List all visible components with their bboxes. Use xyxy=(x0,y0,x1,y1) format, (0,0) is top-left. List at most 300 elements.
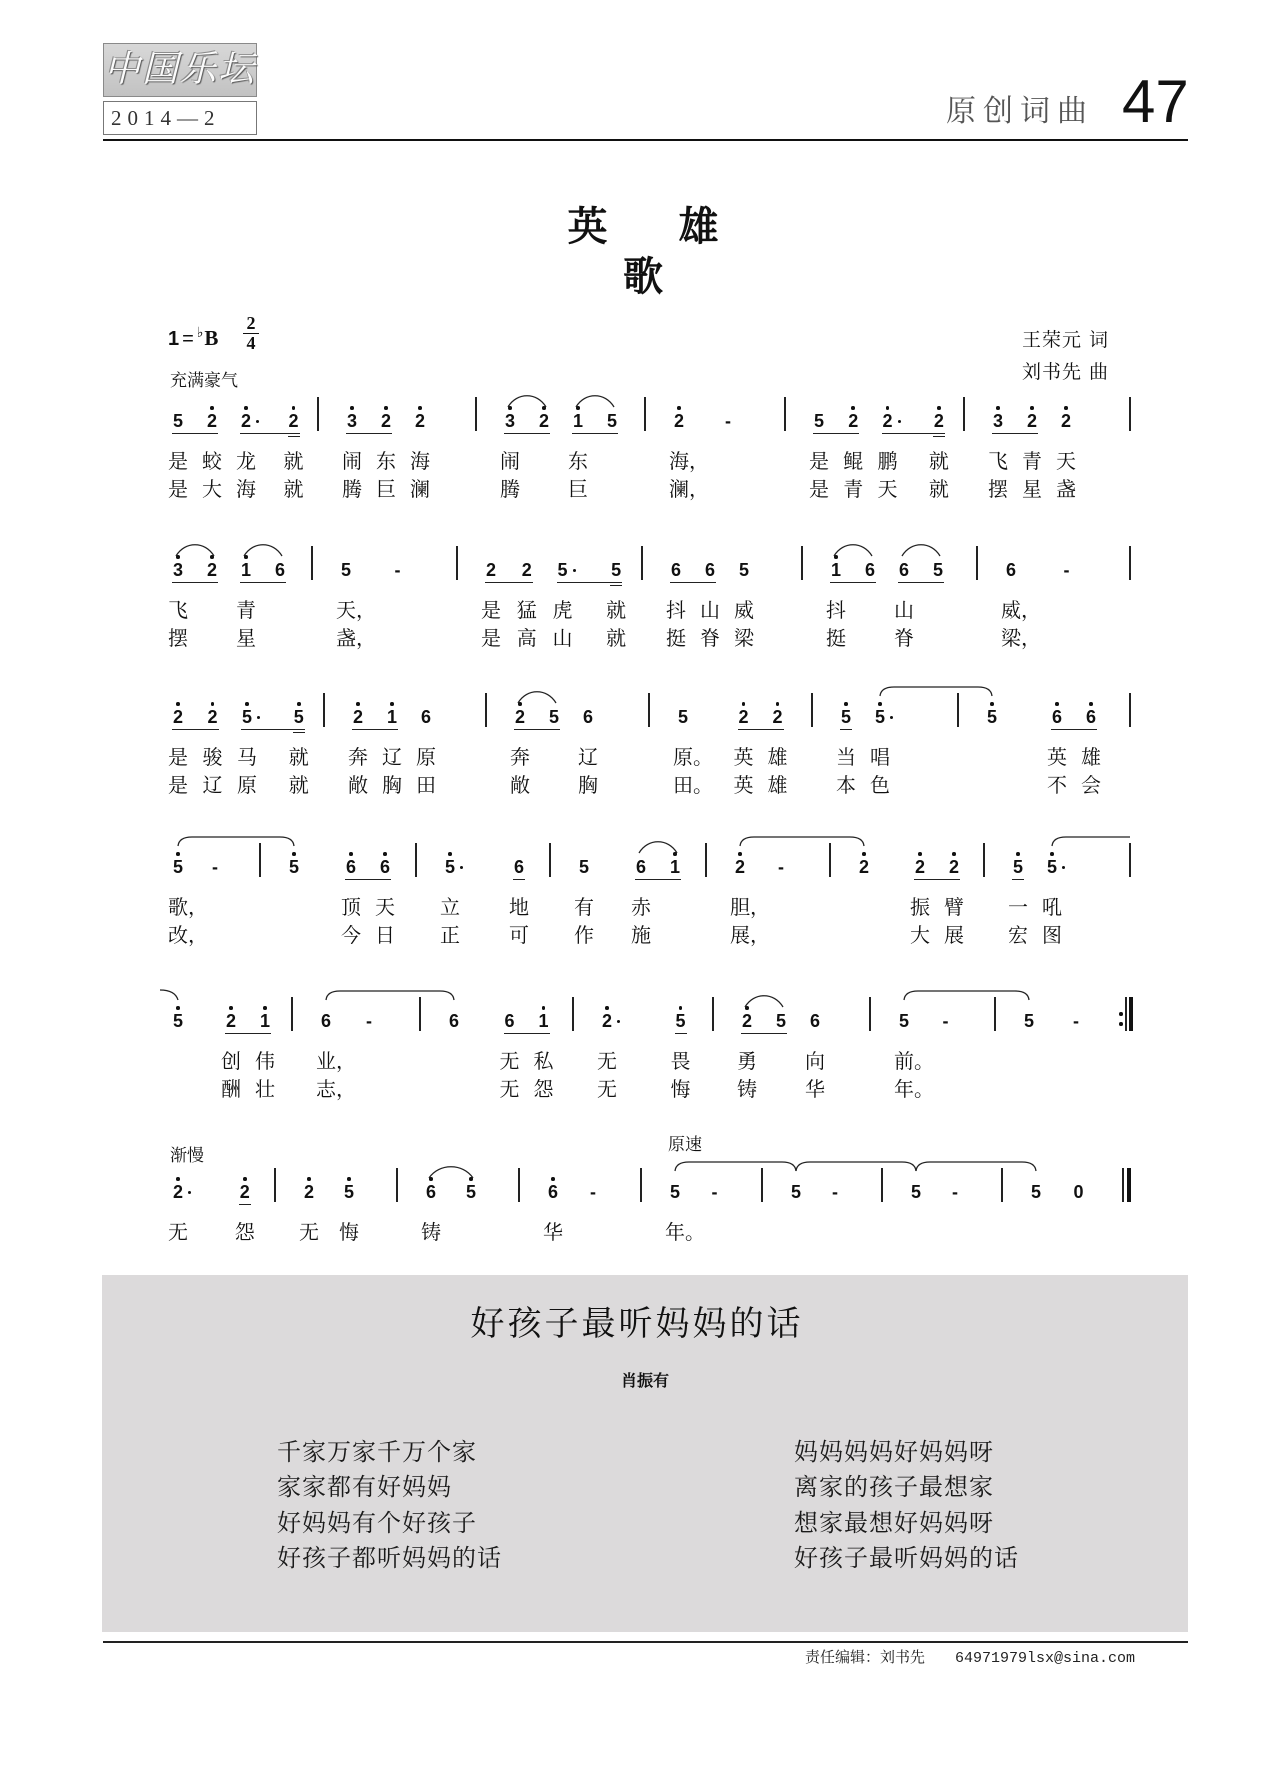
underline-beam xyxy=(172,729,219,730)
lyric-syllable: 田 xyxy=(416,773,436,797)
lyric-syllable: 脊 xyxy=(700,626,720,650)
lyric-syllable: 盏 xyxy=(1056,477,1076,501)
note: 6 xyxy=(670,560,681,580)
note: 6 xyxy=(504,1011,515,1031)
poem-author: 肖振有 xyxy=(620,1371,669,1390)
barline xyxy=(518,1168,520,1202)
note: 5 xyxy=(813,411,824,431)
note: 5 xyxy=(898,1011,909,1031)
poem-line: 千家万家千万个家 xyxy=(277,1438,477,1466)
key-equals: = xyxy=(182,328,194,350)
octave-dot-icon xyxy=(469,1177,473,1181)
dash-extension: - xyxy=(1073,1011,1079,1031)
lyric-syllable: 日 xyxy=(375,923,395,947)
note: 6 xyxy=(379,857,390,877)
lyric-syllable: 是 xyxy=(481,598,501,622)
lyric-syllable: 鲲 xyxy=(843,449,864,473)
note: 5 xyxy=(340,560,351,580)
lyric-syllable: 本 xyxy=(836,773,856,797)
note: 2 xyxy=(303,1182,314,1202)
lyric-syllable: 天 xyxy=(877,477,898,501)
note: 2 xyxy=(772,707,783,727)
note: 6 xyxy=(420,707,431,727)
barline xyxy=(572,997,574,1031)
note: 2 xyxy=(933,411,944,431)
octave-dot-icon xyxy=(1030,406,1034,410)
octave-dot-icon xyxy=(508,406,512,410)
barline xyxy=(317,397,319,431)
octave-dot-icon xyxy=(677,406,681,410)
lyric-syllable: 摆 xyxy=(168,626,188,650)
note: 2 xyxy=(601,1011,612,1031)
dash-extension: - xyxy=(778,857,784,877)
lyric-syllable: 梁 xyxy=(734,626,754,650)
final-thin-barline xyxy=(1122,1168,1124,1202)
underline-beam xyxy=(882,433,945,434)
lyric-syllable: 就 xyxy=(283,477,304,501)
note: 2 xyxy=(948,857,959,877)
underline-beam xyxy=(635,879,681,880)
augmentation-dot-icon xyxy=(890,716,893,719)
lyric-syllable: 无 xyxy=(299,1220,319,1244)
octave-dot-icon xyxy=(210,406,214,410)
note: 1 xyxy=(240,560,251,580)
underline-beam xyxy=(346,433,392,434)
lyric-syllable: 私 xyxy=(533,1049,554,1073)
lyric-syllable: 雄 xyxy=(767,773,788,797)
octave-dot-icon xyxy=(776,702,780,706)
note: 5 xyxy=(578,857,589,877)
lyric-syllable: 辽 xyxy=(382,745,402,769)
lyric-syllable: 山 xyxy=(894,598,914,622)
underline-beam xyxy=(240,582,286,583)
issue-number: 2014—2 xyxy=(103,101,257,135)
octave-dot-icon xyxy=(551,1177,555,1181)
lyric-syllable: 改， xyxy=(168,923,208,947)
poem-line: 好孩子都听妈妈的话 xyxy=(277,1543,502,1572)
note: 6 xyxy=(274,560,285,580)
underline-beam xyxy=(239,1204,251,1205)
note: 5 xyxy=(675,1011,686,1031)
dash-extension: - xyxy=(366,1011,372,1031)
lyric-syllable: 摆 xyxy=(988,477,1008,501)
barline xyxy=(549,843,551,877)
barline xyxy=(761,1168,763,1202)
lyric-syllable: 华 xyxy=(805,1077,825,1101)
note: 1 xyxy=(669,857,680,877)
lyric-syllable: 就 xyxy=(288,773,309,797)
underline-beam xyxy=(914,879,960,880)
augmentation-dot-icon xyxy=(188,1191,191,1194)
note: 3 xyxy=(172,560,183,580)
lyric-syllable: 抖 xyxy=(666,598,686,622)
lyric-syllable: 臂 xyxy=(944,895,964,919)
note: 1 xyxy=(830,560,841,580)
lyric-syllable: 施 xyxy=(631,923,651,947)
note: 2 xyxy=(288,411,299,431)
octave-dot-icon xyxy=(211,702,215,706)
lyric-syllable: 巨 xyxy=(568,477,588,501)
lyric-syllable: 向 xyxy=(805,1049,825,1073)
dash-extension: - xyxy=(942,1011,949,1031)
underline-beam xyxy=(741,1033,787,1034)
note: 2 xyxy=(414,411,425,431)
lyric-syllable: 赤 xyxy=(631,895,651,919)
note: 2 xyxy=(858,857,869,877)
underline-beam xyxy=(572,433,618,434)
lyric-syllable: 无 xyxy=(597,1049,617,1073)
note: 5 xyxy=(1046,857,1057,877)
octave-dot-icon xyxy=(542,406,546,410)
octave-dot-icon xyxy=(673,852,677,856)
lyric-syllable: 就 xyxy=(288,745,309,769)
note: 2 xyxy=(485,560,496,580)
note: 2 xyxy=(352,707,363,727)
lyric-syllable: 星 xyxy=(1022,477,1042,501)
lyric-syllable: 猛 xyxy=(516,598,537,622)
poem-column-left xyxy=(277,1435,502,1576)
lyric-syllable: 大 xyxy=(202,477,222,501)
barline xyxy=(456,546,458,580)
poem-line: 想家最想好妈妈呀 xyxy=(794,1508,994,1537)
octave-dot-icon xyxy=(862,852,866,856)
lyric-syllable: 地 xyxy=(509,895,529,919)
note: 2 xyxy=(1060,411,1071,431)
lyric-syllable: 是 xyxy=(168,773,188,797)
lyric-syllable: 盏， xyxy=(336,626,376,650)
note: 1 xyxy=(572,411,583,431)
lyric-syllable: 蛟 xyxy=(202,449,222,473)
note: 6 xyxy=(448,1011,459,1031)
poem-line: 妈妈妈妈好妈妈呀 xyxy=(794,1438,994,1466)
lyric-syllable: 就 xyxy=(928,449,949,473)
lyric-syllable: 是 xyxy=(481,626,501,650)
octave-dot-icon xyxy=(1064,406,1068,410)
footer-credit xyxy=(805,1648,1135,1668)
note: 2 xyxy=(882,411,893,431)
lyric-syllable: 就 xyxy=(606,626,627,650)
lyric-syllable: 怨 xyxy=(234,1220,255,1244)
dash-extension: - xyxy=(832,1182,838,1202)
final-thick-barline xyxy=(1127,1168,1131,1202)
lyric-syllable: 敞 xyxy=(510,773,530,797)
note: 2 xyxy=(207,707,218,727)
note: 6 xyxy=(898,560,909,580)
poem-line: 好妈妈有个好孩子 xyxy=(277,1508,477,1537)
barline xyxy=(784,397,786,431)
lyric-syllable: 海， xyxy=(669,449,709,473)
barline xyxy=(983,843,985,877)
lyric-syllable: 骏 xyxy=(202,745,223,769)
lyric-syllable: 畏 xyxy=(670,1049,691,1073)
underline-beam xyxy=(241,729,305,730)
barline xyxy=(259,843,261,877)
repeat-thick-barline xyxy=(1129,997,1133,1031)
lyric-syllable: 吼 xyxy=(1042,895,1062,919)
key-name: B xyxy=(204,326,219,350)
lyric-syllable: 会 xyxy=(1081,773,1101,797)
repeat-dot-icon xyxy=(1119,1012,1123,1016)
octave-dot-icon xyxy=(886,406,890,410)
barline xyxy=(994,997,996,1031)
underline-beam xyxy=(485,582,533,583)
octave-dot-icon xyxy=(1089,702,1093,706)
lyric-syllable: 奔 xyxy=(510,745,530,769)
barline xyxy=(1129,397,1131,431)
barline xyxy=(311,546,313,580)
lyric-syllable: 年。 xyxy=(665,1220,705,1244)
octave-dot-icon xyxy=(176,1006,180,1010)
lyric-syllable: 顶 xyxy=(341,895,361,919)
lyric-syllable: 虎 xyxy=(552,598,573,622)
lyric-syllable: 闹 xyxy=(500,449,520,473)
poem-line: 离家的孩子最想家 xyxy=(794,1473,994,1502)
barline xyxy=(415,843,417,877)
lyric-syllable: 田。 xyxy=(673,773,713,797)
lyric-syllable: 当 xyxy=(836,745,856,769)
lyric-syllable: 铸 xyxy=(421,1220,441,1244)
lyric-syllable: 雄 xyxy=(767,745,788,769)
octave-dot-icon xyxy=(263,1006,267,1010)
lyric-syllable: 宏 xyxy=(1008,923,1028,947)
note: 2 xyxy=(538,411,549,431)
poem-title: 好孩子最听妈妈的话 xyxy=(470,1304,804,1344)
octave-dot-icon xyxy=(542,1006,546,1010)
lyric-syllable: 梁， xyxy=(1001,626,1041,650)
lyric-syllable: 是 xyxy=(809,477,829,501)
note: 6 xyxy=(1051,707,1062,727)
section-title: 原创词曲 xyxy=(946,94,1094,129)
octave-dot-icon xyxy=(176,702,180,706)
note: 2 xyxy=(172,1182,183,1202)
lyric-syllable: 雄 xyxy=(1081,745,1101,769)
dash-extension: - xyxy=(711,1182,718,1202)
note: 5 xyxy=(606,411,617,431)
lyric-syllable: 威 xyxy=(734,598,754,622)
note: 6 xyxy=(425,1182,436,1202)
page-number: 47 xyxy=(1122,68,1189,135)
rest: 0 xyxy=(1073,1182,1084,1202)
lyric-syllable: 铸 xyxy=(737,1077,757,1101)
augmentation-dot-icon xyxy=(1062,866,1065,869)
lyric-syllable: 正 xyxy=(440,923,460,947)
lyric-syllable: 马 xyxy=(237,745,257,769)
note: 2 xyxy=(172,707,183,727)
octave-dot-icon xyxy=(679,1006,683,1010)
octave-dot-icon xyxy=(745,1006,749,1010)
lyric-syllable: 悔 xyxy=(670,1077,691,1101)
note: 5 xyxy=(932,560,943,580)
octave-dot-icon xyxy=(834,555,838,559)
note: 6 xyxy=(345,857,356,877)
underline-beam xyxy=(557,582,623,583)
lyric-syllable: 脊 xyxy=(894,626,914,650)
editor-credit: 责任编辑：刘书先 xyxy=(805,1648,926,1666)
lyric-syllable: 色 xyxy=(870,773,890,797)
note: 2 xyxy=(239,1182,250,1202)
augmentation-dot-icon xyxy=(617,1020,620,1023)
dash-extension: - xyxy=(725,411,731,431)
note: 6 xyxy=(1085,707,1096,727)
lyric-syllable: 华 xyxy=(543,1220,563,1244)
underline-beam xyxy=(288,436,300,437)
note: 2 xyxy=(914,857,925,877)
note: 2 xyxy=(206,411,217,431)
lyric-syllable: 澜 xyxy=(410,477,430,501)
lyric-syllable: 是 xyxy=(168,745,188,769)
underline-beam xyxy=(670,582,716,583)
lyric-syllable: 巨 xyxy=(376,477,396,501)
repeat-dot-icon xyxy=(1119,1022,1123,1026)
octave-dot-icon xyxy=(176,555,180,559)
underline-beam xyxy=(345,879,391,880)
barline xyxy=(274,1168,276,1202)
barline xyxy=(869,997,871,1031)
note: 5 xyxy=(444,857,455,877)
note: 5 xyxy=(548,707,559,727)
note: 5 xyxy=(669,1182,680,1202)
lyric-syllable: 前。 xyxy=(894,1049,934,1073)
lyric-syllable: 怨 xyxy=(533,1077,554,1101)
barline xyxy=(705,843,707,877)
lyric-syllable: 敞 xyxy=(348,773,368,797)
octave-dot-icon xyxy=(307,1177,311,1181)
underline-beam xyxy=(738,729,784,730)
tempo-marking: 渐慢 xyxy=(170,1146,204,1166)
barline xyxy=(485,693,487,727)
lyric-syllable: 原 xyxy=(416,745,436,769)
octave-dot-icon xyxy=(390,702,394,706)
dash-extension: - xyxy=(1063,560,1070,580)
barline xyxy=(291,997,293,1031)
note: 5 xyxy=(1023,1011,1034,1031)
lyric-syllable: 志， xyxy=(316,1077,356,1101)
octave-dot-icon xyxy=(990,702,994,706)
octave-dot-icon xyxy=(1055,702,1059,706)
lyric-syllable: 东 xyxy=(568,449,588,473)
underline-beam xyxy=(293,732,305,733)
octave-dot-icon xyxy=(1050,852,1054,856)
lyric-syllable: 威， xyxy=(1001,598,1041,622)
octave-dot-icon xyxy=(350,406,354,410)
underline-beam xyxy=(514,729,560,730)
lyric-syllable: 立 xyxy=(440,895,460,919)
lyric-syllable: 无 xyxy=(597,1077,617,1101)
note: 2 xyxy=(225,1011,236,1031)
note: 5 xyxy=(611,560,622,580)
octave-dot-icon xyxy=(292,852,296,856)
note: 5 xyxy=(986,707,997,727)
octave-dot-icon xyxy=(429,1177,433,1181)
underline-beam xyxy=(830,582,876,583)
note: 3 xyxy=(992,411,1003,431)
dash-extension: - xyxy=(394,560,401,580)
time-signature-top: 2 xyxy=(243,314,259,334)
underline-beam xyxy=(504,1033,550,1034)
poem-line: 好孩子最听妈妈的话 xyxy=(794,1543,1019,1572)
lyric-syllable: 天 xyxy=(375,895,395,919)
note: 6 xyxy=(864,560,875,580)
lyric-syllable: 年。 xyxy=(894,1077,934,1101)
octave-dot-icon xyxy=(245,702,249,706)
barline xyxy=(396,1168,398,1202)
lyric-syllable: 就 xyxy=(606,598,627,622)
octave-dot-icon xyxy=(996,406,1000,410)
octave-dot-icon xyxy=(297,702,301,706)
lyric-syllable: 壮 xyxy=(255,1077,275,1101)
lyric-syllable: 创 xyxy=(221,1049,241,1073)
octave-dot-icon xyxy=(349,852,353,856)
barline xyxy=(811,693,813,727)
octave-dot-icon xyxy=(742,702,746,706)
lyric-syllable: 辽 xyxy=(578,745,598,769)
octave-dot-icon xyxy=(244,555,248,559)
barline xyxy=(1129,693,1131,727)
note: 2 xyxy=(380,411,391,431)
note: 2 xyxy=(514,707,525,727)
note: 6 xyxy=(635,857,646,877)
lyric-syllable: 英 xyxy=(1047,745,1067,769)
lyric-syllable: 展 xyxy=(944,923,964,947)
lyric-syllable: 闹 xyxy=(342,449,362,473)
lyric-syllable: 腾 xyxy=(500,477,520,501)
lyric-syllable: 飞 xyxy=(168,598,188,622)
lyric-syllable: 辽 xyxy=(202,773,223,797)
lyric-syllable: 图 xyxy=(1042,923,1062,947)
lyric-syllable: 就 xyxy=(928,477,949,501)
note: 5 xyxy=(677,707,688,727)
lyric-syllable: 振 xyxy=(910,895,930,919)
time-signature-bottom: 4 xyxy=(246,333,256,353)
octave-dot-icon xyxy=(918,852,922,856)
octave-dot-icon xyxy=(1016,852,1020,856)
note: 5 xyxy=(293,707,304,727)
repeat-thin-barline xyxy=(1125,997,1127,1031)
underline-beam xyxy=(898,582,944,583)
lyric-syllable: 天 xyxy=(1056,449,1076,473)
lyric-syllable: 英 xyxy=(733,773,754,797)
underline-beam xyxy=(172,433,218,434)
barline xyxy=(648,693,650,727)
lyric-syllable: 奔 xyxy=(348,745,368,769)
expression-marking: 充满豪气 xyxy=(170,371,238,391)
lyric-syllable: 山 xyxy=(700,598,720,622)
octave-dot-icon xyxy=(356,702,360,706)
lyric-syllable: 胸 xyxy=(578,773,598,797)
octave-dot-icon xyxy=(937,406,941,410)
augmentation-dot-icon xyxy=(256,420,259,423)
barline xyxy=(801,546,803,580)
note: 2 xyxy=(741,1011,752,1031)
octave-dot-icon xyxy=(383,852,387,856)
note: 5 xyxy=(910,1182,921,1202)
note: 6 xyxy=(582,707,593,727)
note: 5 xyxy=(465,1182,476,1202)
lyric-syllable: 龙 xyxy=(236,449,256,473)
barline xyxy=(957,693,959,727)
octave-dot-icon xyxy=(851,406,855,410)
underline-beam xyxy=(610,585,622,586)
octave-dot-icon xyxy=(243,1177,247,1181)
octave-dot-icon xyxy=(176,1177,180,1181)
lyric-syllable: 是 xyxy=(168,449,188,473)
note: 2 xyxy=(738,707,749,727)
note: 5 xyxy=(557,560,568,580)
augmentation-dot-icon xyxy=(257,716,260,719)
octave-dot-icon xyxy=(448,852,452,856)
lyric-syllable: 青 xyxy=(236,598,256,622)
lyric-syllable: 无 xyxy=(499,1049,520,1073)
